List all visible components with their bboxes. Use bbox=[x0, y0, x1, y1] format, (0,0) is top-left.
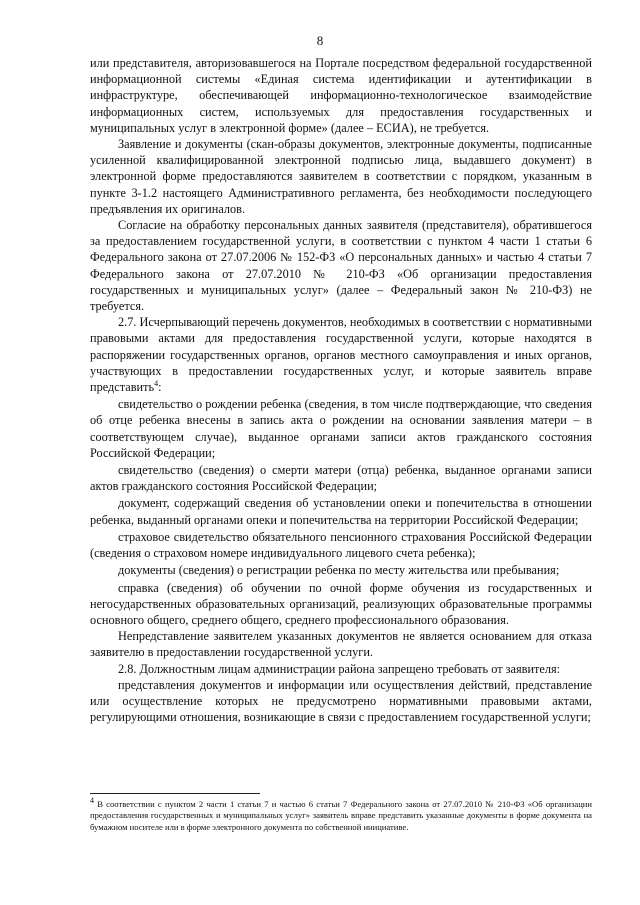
list-item-insurance-certificate: страховое свидетельство обязательного пенсионного страхования Российской Федерации (сведения о страховом номере индивидуального лицевого счета ребенка); bbox=[90, 529, 592, 561]
body-text bbox=[90, 55, 592, 725]
paragraph-section-2-7 bbox=[90, 314, 592, 395]
paragraph-esia-continuation: или представителя, авторизовавшегося на Портале посредством федеральной государственной информационной системы «Единая система идентификации и аутентификации в инфраструктуре, обеспечивающей информационно-технологическое взаимодействие информационных систем, используемых для предоставления государственных и муниципальных услуг в электронной форме» (далее – ЕСИА), не требуется. bbox=[90, 56, 592, 135]
list-item-education-certificate: справка (сведения) об обучении по очной форме обучения из государственных и негосударственных образовательных организаций, реализующих образовательные программы основного общего, среднего общего, среднего профессионального образования. bbox=[90, 580, 592, 627]
list-item-death-certificate: свидетельство (сведения) о смерти матери (отца) ребенка, выданное органами записи актов гражданского состояния Российской Федерации; bbox=[90, 463, 592, 494]
paragraph-electronic-documents: Заявление и документы (скан-образы документов, электронные документы, подписанные усиленной квалифицированной электронной подписью лица, выдавшего документ) в электронной форме предоставляются заявителем в соответствии с порядком, указанным в пункте 3-1.2 настоящего Административного регламента, без необходимости последующего предъявления их оригиналов. bbox=[90, 137, 592, 216]
paragraph-personal-data-consent: Согласие на обработку персональных данных заявителя (представителя), обратившегося за предоставлением государственной услуги, в соответствии с пунктом 4 части 1 статьи 6 Федерального закона от 27.07.2006 № 152-ФЗ «О персональных данных» и частью 4 статьи 7 Федерального закона от 27.07.2010 № 210-ФЗ «Об организации предоставления государственных и муниципальных услуг» (далее – Федеральный закон № 210-ФЗ) не требуется. bbox=[90, 218, 592, 314]
paragraph-section-2-8: 2.8. Должностным лицам администрации района запрещено требовать от заявителя: bbox=[118, 661, 561, 676]
footnote-text: В соответствии с пунктом 2 части 1 статьи 7 и частью 6 статьи 7 Федерального закона от 27.07.2010 № 210-ФЗ «Об организации предоставления государственных и муниципальных услуг» заявитель вправе представить указанные документы в форме документа на бумажном носителе или в форме электронного документа по собственной инициативе. bbox=[90, 799, 592, 832]
paragraph-non-submission: Непредставление заявителем указанных документов не является основанием для отказа заявителю в предоставлении государственной услуги. bbox=[90, 629, 592, 660]
section-2-7-colon: : bbox=[158, 380, 162, 395]
footnote bbox=[90, 796, 592, 833]
paragraph-prohibited-requirements: представления документов и информации или осуществления действий, представление или осуществление которых не предусмотрено нормативными правовыми актами, регулирующими отношения, возникающие в связи с предоставлением государственной услуги; bbox=[90, 677, 592, 725]
section-2-7-text: 2.7. Исчерпывающий перечень документов, необходимых в соответствии с нормативными правовыми актами для предоставления государственной услуги, которые находятся в распоряжении государственных органов, органов местного самоуправления и иных органов, участвующих в предоставлении государственных услуг, и которые заявитель вправе представить bbox=[90, 315, 592, 395]
list-item-registration-documents: документы (сведения) о регистрации ребенка по месту жительства или пребывания; bbox=[118, 563, 560, 578]
list-item-birth-certificate: свидетельство о рождении ребенка (сведения, в том числе подтверждающие, что сведения об отце ребенка внесены в запись акта о рождении на основании заявления матери – в соответствующем случае), выданное органами записи актов гражданского состояния Российской Федерации; bbox=[90, 397, 592, 460]
footnote-marker: 4 bbox=[90, 796, 94, 806]
footnote-divider bbox=[90, 793, 260, 794]
list-item-guardianship-document: документ, содержащий сведения об установлении опеки и попечительства в отношении ребенка, выданный органами опеки и попечительства на территории Российской Федерации; bbox=[90, 496, 592, 527]
footnote-reference: 4 bbox=[154, 378, 159, 388]
page-number: 8 bbox=[316, 33, 324, 48]
